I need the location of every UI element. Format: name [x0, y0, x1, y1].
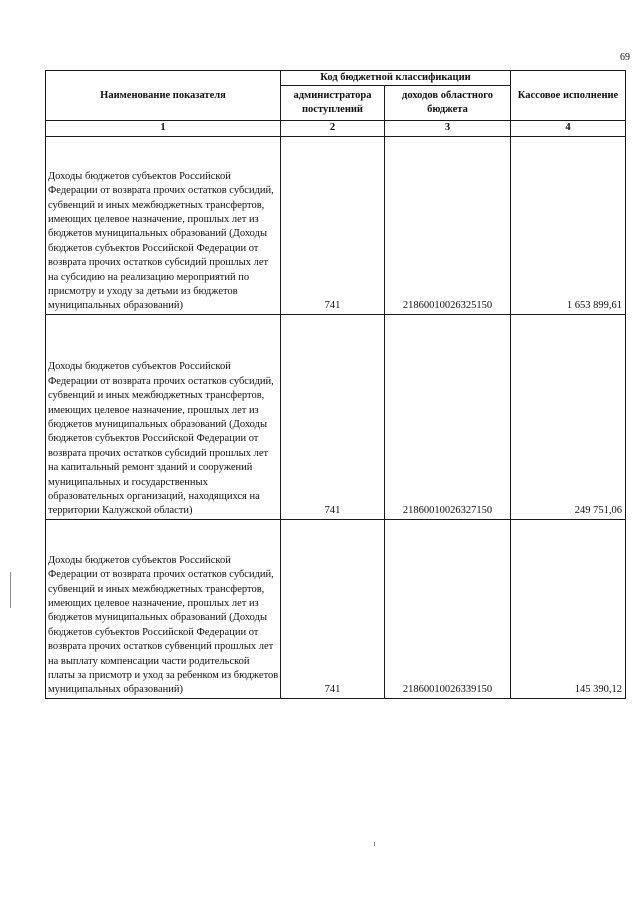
column-number-2: 2 — [281, 121, 385, 136]
administrator-code: 741 — [281, 314, 385, 519]
cash-execution-amount: 145 390,12 — [511, 519, 626, 698]
cash-execution-amount: 249 751,06 — [511, 314, 626, 519]
header-budget-classification: Код бюджетной классификации — [281, 71, 511, 86]
scan-artifact — [374, 842, 375, 846]
header-regional-income: доходов областного бюджета — [385, 86, 511, 121]
header-indicator-name: Наименование показателя — [46, 71, 281, 121]
cash-execution-amount: 1 653 899,61 — [511, 136, 626, 314]
budget-revenue-table — [45, 70, 626, 699]
scan-artifact — [10, 572, 11, 608]
header-cash-execution: Кассовое исполнение — [511, 71, 626, 121]
page-number: 69 — [620, 52, 630, 63]
classification-code: 21860010026325150 — [385, 136, 511, 314]
administrator-code: 741 — [281, 519, 385, 698]
administrator-code: 741 — [281, 136, 385, 314]
column-number-1: 1 — [46, 121, 281, 136]
classification-code: 21860010026327150 — [385, 314, 511, 519]
table-row — [46, 136, 626, 314]
classification-code: 21860010026339150 — [385, 519, 511, 698]
table-row — [46, 314, 626, 519]
indicator-name: Доходы бюджетов субъектов Российской Федерации от возврата прочих остатков субсидий, субвенций и иных межбюджетных трансфертов, имеющих целевое назначение, прошлых лет из бюджетов муниципальных образований (Доходы бюджетов субъектов Российской Федерации от возврата прочих остатков субвенций прошлых лет на выплату компенсации части родительской платы за присмотр и уход за ребенком из бюджетов муниципальных образований) — [46, 519, 281, 698]
column-number-4: 4 — [511, 121, 626, 136]
header-administrator: администратора поступлений — [281, 86, 385, 121]
table-row — [46, 519, 626, 698]
indicator-name: Доходы бюджетов субъектов Российской Федерации от возврата прочих остатков субсидий, субвенций и иных межбюджетных трансфертов, имеющих целевое назначение, прошлых лет из бюджетов муниципальных образований (Доходы бюджетов субъектов Российской Федерации от возврата прочих остатков субсидий прошлых лет на капитальный ремонт зданий и сооружений муниципальных и государственных образовательных организаций, находящихся на территории Калужской области) — [46, 314, 281, 519]
indicator-name: Доходы бюджетов субъектов Российской Федерации от возврата прочих остатков субсидий, субвенций и иных межбюджетных трансфертов, имеющих целевое назначение, прошлых лет из бюджетов муниципальных образований (Доходы бюджетов субъектов Российской Федерации от возврата прочих остатков субсидий прошлых лет на субсидию на реализацию мероприятий по присмотру и уходу за детьми из бюджетов муниципальных образований) — [46, 136, 281, 314]
column-number-3: 3 — [385, 121, 511, 136]
